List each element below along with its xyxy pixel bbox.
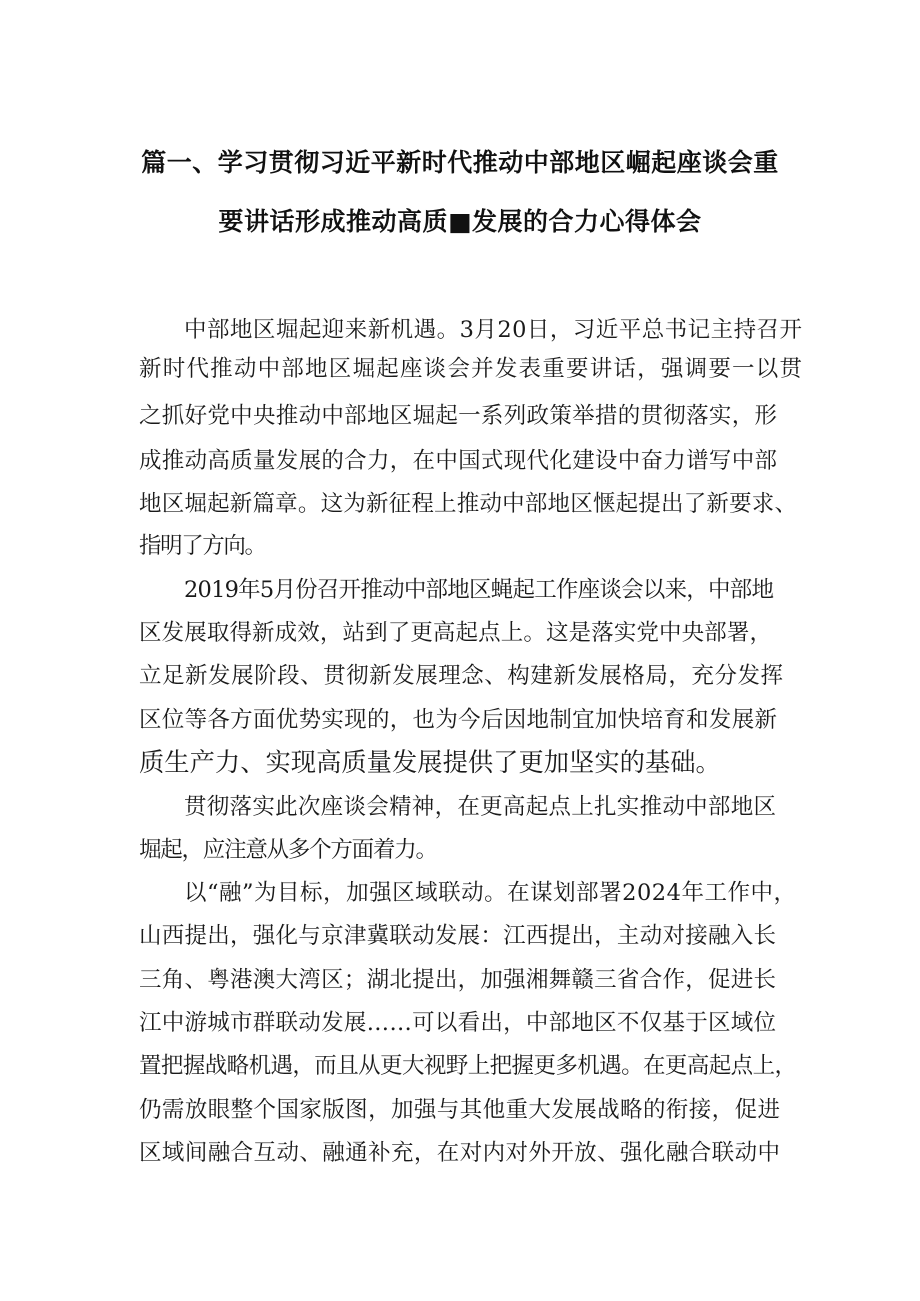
paragraph-1-line-5: 地区堀起新篇章。这为新征程上推动中部地区惬起提出了新要求、 (139, 491, 798, 517)
paragraph-2-line-5: 质生产力、实现高质量发展提供了更加坚实的基础。 (139, 748, 721, 777)
paragraph-3-line-2: 堀起，应注意从多个方面着力。 (139, 837, 437, 863)
paragraph-2-line-4: 区位等各方面优势实现的，也为今后因地制宜加快培育和发展新 (139, 707, 778, 733)
paragraph-4-line-1: 以“融”为目标，加强区域联动。在谋划部署2024年工作中， (184, 880, 797, 906)
paragraph-4-line-5: 置把握战略机遇，而且从更大视野上把握更多机遇。在更高起点上， (139, 1053, 797, 1079)
paragraph-2-line-1: 2019年5月份召开推动中部地区蝇起工作座谈会以来，中部地 (184, 577, 774, 603)
paragraph-2-line-3: 立足新发展阶段、贯彻新发展理念、构建新发展格局，充分发挥 (139, 663, 784, 689)
paragraph-1-line-6: 指明了方向。 (139, 533, 266, 559)
document-title-line-1: 篇一、学习贯彻习近平新时代推动中部地区崛起座谈会重 (141, 148, 779, 177)
paragraph-4-line-2: 山西提出，强化与京津冀联动发展：江西提出，主动对接融入长 (139, 923, 777, 949)
paragraph-1-line-3: 之抓好党中央推动中部地区堀起一系列政策举措的贯彻落实，形 (139, 403, 778, 429)
paragraph-4-line-4: 江中游城市群联动发展……可以看出，中部地区不仅基于区域位 (139, 1010, 777, 1036)
paragraph-3-line-1: 贯彻落实此次座谈会精神，在更高起点上扎实推动中部地区 (184, 794, 777, 820)
paragraph-4-line-7: 区域间融合互动、融通补充，在对内对外开放、强化融合联动中 (139, 1140, 781, 1166)
paragraph-1-line-1: 中部地区堀起迎来新机遇。3月20日，习近平总书记主持召开 (184, 317, 803, 343)
paragraph-4-line-6: 仍需放眼整个国家版图，加强与其他重大发展战略的衔接，促进 (139, 1097, 781, 1123)
paragraph-1-line-2: 新时代推动中部地区堀起座谈会并发表重要讲话，强调要一以贯 (139, 356, 804, 382)
paragraph-2-line-2: 区发展取得新成效，站到了更高起点上。这是落实党中央部署， (139, 620, 773, 646)
document-title-line-2: 要讲话形成推动高质■发展的合力心得体会 (218, 207, 702, 236)
paragraph-4-line-3: 三角、粤港澳大湾区；湖北提出，加强湘舞赣三省合作，促进长 (139, 967, 777, 993)
paragraph-1-line-4: 成推动高质量发展的合力，在中国式现代化建设中奋力谱写中部 (139, 448, 778, 474)
